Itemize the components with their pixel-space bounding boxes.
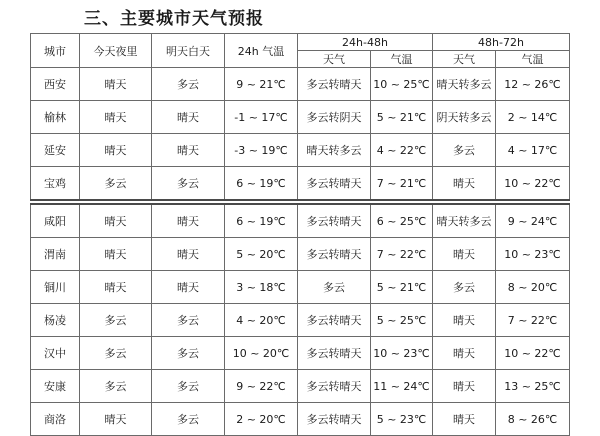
cell-weather-48h: 多云转晴天 [298,403,371,436]
cell-weather-72h: 晴天 [433,337,496,370]
cell-tomorrow: 晴天 [152,204,225,238]
table-row [31,167,570,201]
cell-temp-48h: 7 ~ 22℃ [371,238,433,271]
cell-tomorrow: 晴天 [152,101,225,134]
cell-weather-48h: 多云转晴天 [298,238,371,271]
cell-temp-48h: 5 ~ 25℃ [371,304,433,337]
cell-temp-24h: -1 ~ 17℃ [225,101,298,134]
cell-temp-72h: 7 ~ 22℃ [496,304,570,337]
cell-temp-24h: -3 ~ 19℃ [225,134,298,167]
cell-temp-72h: 4 ~ 17℃ [496,134,570,167]
cell-city: 延安 [31,134,80,167]
cell-temp-72h: 13 ~ 25℃ [496,370,570,403]
cell-tomorrow: 多云 [152,167,225,201]
cell-tonight: 晴天 [80,403,152,436]
table-row [31,238,570,271]
cell-weather-72h: 阴天转多云 [433,101,496,134]
cell-tomorrow: 多云 [152,403,225,436]
cell-temp-48h: 6 ~ 25℃ [371,204,433,238]
header-weather-48h: 天气 [298,51,371,68]
table-row [31,134,570,167]
section-title: 三、主要城市天气预报 [84,9,264,29]
weather-forecast-table [30,33,570,436]
cell-city: 铜川 [31,271,80,304]
cell-weather-72h: 多云 [433,271,496,304]
cell-temp-48h: 5 ~ 21℃ [371,271,433,304]
cell-city: 安康 [31,370,80,403]
cell-temp-48h: 10 ~ 25℃ [371,68,433,101]
cell-city: 西安 [31,68,80,101]
header-temperature-72h: 气温 [496,51,570,68]
table-row [31,204,570,238]
cell-tonight: 晴天 [80,204,152,238]
cell-city: 商洛 [31,403,80,436]
cell-temp-72h: 12 ~ 26℃ [496,68,570,101]
cell-tonight: 晴天 [80,238,152,271]
cell-temp-72h: 8 ~ 20℃ [496,271,570,304]
header-48h-72h: 48h-72h [433,34,570,51]
cell-temp-24h: 10 ~ 20℃ [225,337,298,370]
header-tomorrow-day: 明天白天 [152,34,225,68]
cell-tonight: 多云 [80,337,152,370]
cell-temp-24h: 9 ~ 21℃ [225,68,298,101]
header-tonight: 今天夜里 [80,34,152,68]
cell-temp-72h: 10 ~ 22℃ [496,337,570,370]
cell-weather-72h: 晴天 [433,370,496,403]
cell-weather-72h: 晴天转多云 [433,68,496,101]
cell-tomorrow: 晴天 [152,134,225,167]
cell-temp-48h: 7 ~ 21℃ [371,167,433,201]
cell-tomorrow: 多云 [152,370,225,403]
header-city: 城市 [31,34,80,68]
cell-city: 宝鸡 [31,167,80,201]
cell-weather-48h: 多云转晴天 [298,204,371,238]
cell-temp-24h: 6 ~ 19℃ [225,167,298,201]
header-weather-72h: 天气 [433,51,496,68]
cell-weather-48h: 多云转晴天 [298,370,371,403]
cell-temp-48h: 10 ~ 23℃ [371,337,433,370]
cell-temp-72h: 10 ~ 23℃ [496,238,570,271]
cell-tomorrow: 多云 [152,337,225,370]
cell-city: 榆林 [31,101,80,134]
table-row [31,68,570,101]
cell-weather-72h: 晴天 [433,304,496,337]
cell-temp-48h: 11 ~ 24℃ [371,370,433,403]
cell-weather-48h: 多云转晴天 [298,337,371,370]
cell-temp-24h: 6 ~ 19℃ [225,204,298,238]
cell-temp-48h: 5 ~ 23℃ [371,403,433,436]
cell-temp-24h: 9 ~ 22℃ [225,370,298,403]
cell-tomorrow: 晴天 [152,271,225,304]
cell-weather-72h: 晴天 [433,167,496,201]
cell-temp-72h: 10 ~ 22℃ [496,167,570,201]
cell-city: 汉中 [31,337,80,370]
cell-weather-72h: 晴天转多云 [433,204,496,238]
cell-weather-48h: 多云 [298,271,371,304]
cell-weather-48h: 多云转晴天 [298,68,371,101]
cell-temp-24h: 2 ~ 20℃ [225,403,298,436]
cell-temp-72h: 9 ~ 24℃ [496,204,570,238]
header-temperature-48h: 气温 [371,51,433,68]
cell-temp-24h: 4 ~ 20℃ [225,304,298,337]
cell-weather-48h: 多云转晴天 [298,167,371,201]
table-row [31,101,570,134]
cell-tonight: 多云 [80,370,152,403]
header-24h-48h: 24h-48h [298,34,433,51]
cell-weather-48h: 晴天转多云 [298,134,371,167]
cell-tomorrow: 多云 [152,68,225,101]
cell-weather-48h: 多云转阴天 [298,101,371,134]
cell-temp-72h: 8 ~ 26℃ [496,403,570,436]
cell-weather-48h: 多云转晴天 [298,304,371,337]
cell-temp-48h: 4 ~ 22℃ [371,134,433,167]
cell-tonight: 多云 [80,304,152,337]
table-row [31,304,570,337]
table-row [31,403,570,436]
table-row [31,271,570,304]
header-24h-temp: 24h 气温 [225,34,298,68]
cell-tonight: 晴天 [80,271,152,304]
cell-temp-24h: 5 ~ 20℃ [225,238,298,271]
cell-tomorrow: 多云 [152,304,225,337]
cell-weather-72h: 晴天 [433,403,496,436]
cell-temp-24h: 3 ~ 18℃ [225,271,298,304]
cell-city: 咸阳 [31,204,80,238]
table-row [31,370,570,403]
cell-tonight: 晴天 [80,134,152,167]
cell-weather-72h: 晴天 [433,238,496,271]
cell-tonight: 晴天 [80,101,152,134]
cell-city: 渭南 [31,238,80,271]
cell-weather-72h: 多云 [433,134,496,167]
cell-temp-72h: 2 ~ 14℃ [496,101,570,134]
cell-city: 杨凌 [31,304,80,337]
cell-tomorrow: 晴天 [152,238,225,271]
cell-tonight: 多云 [80,167,152,201]
table-row [31,337,570,370]
cell-tonight: 晴天 [80,68,152,101]
cell-temp-48h: 5 ~ 21℃ [371,101,433,134]
